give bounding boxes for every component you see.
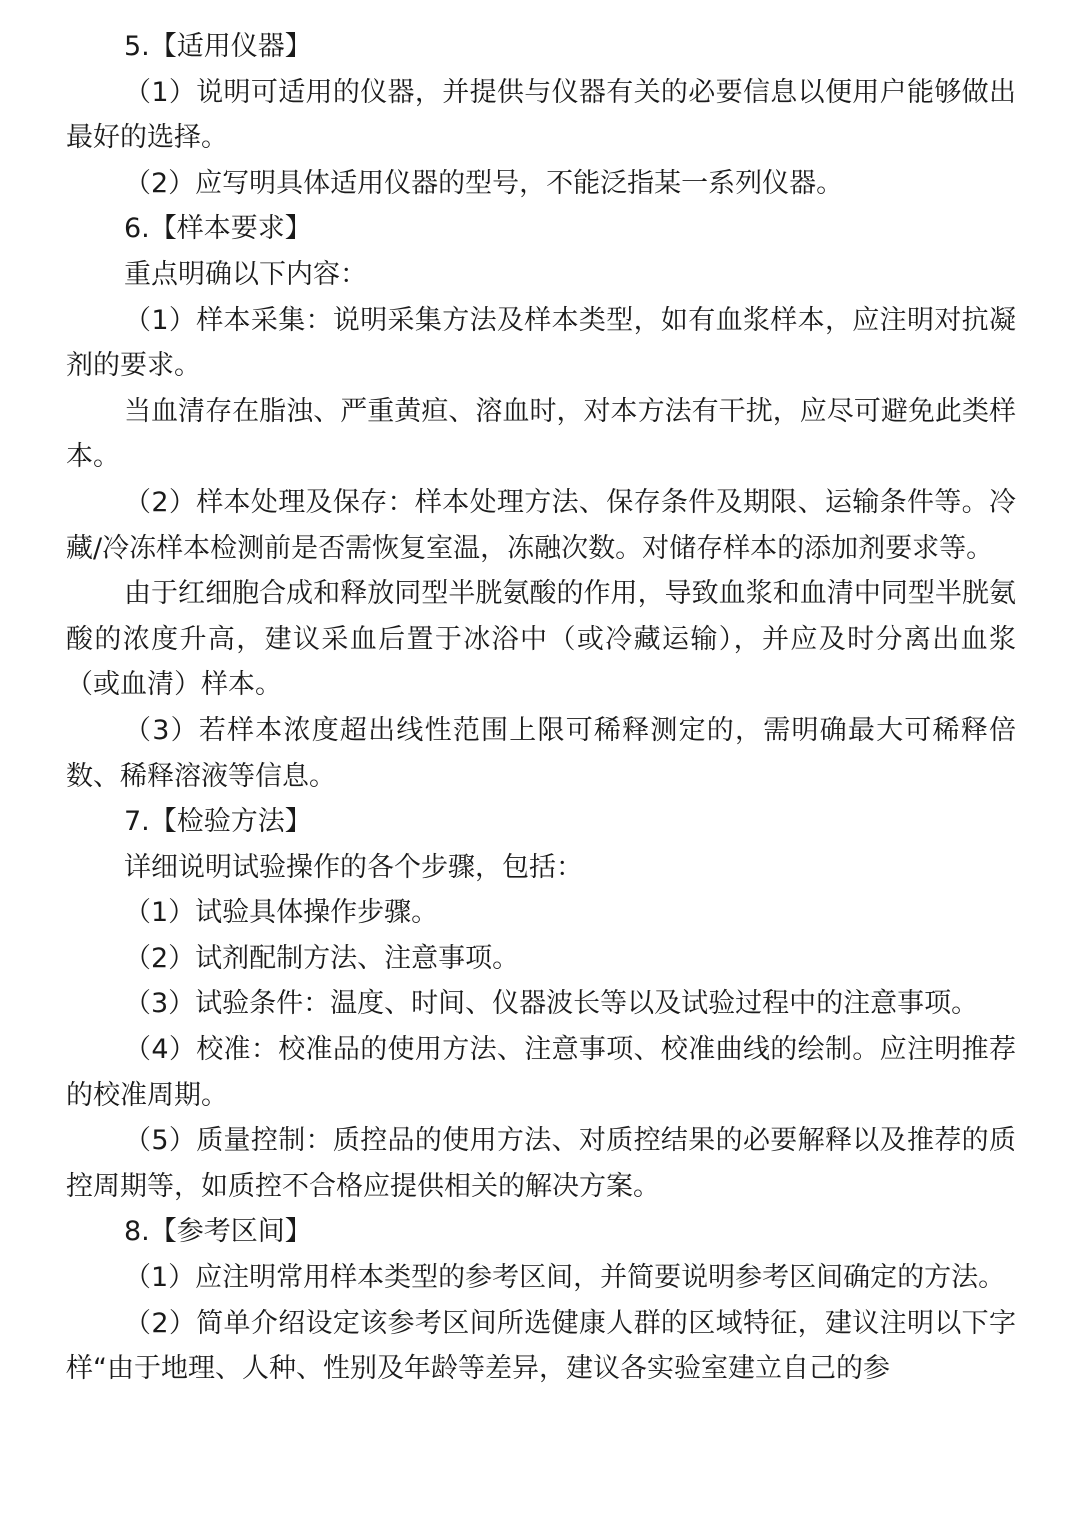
paragraph: （3）试验条件：温度、时间、仪器波长等以及试验过程中的注意事项。 [124,988,979,1020]
paragraph: （2）样本处理及保存：样本处理方法、保存条件及期限、运输条件等。冷藏/冷冻样本检测前是否需恢复室温，冻融次数。对储存样本的添加剂要求等。 [66,486,1016,564]
paragraph: （3）若样本浓度超出线性范围上限可稀释测定的，需明确最大可稀释倍数、稀释溶液等信息。 [66,714,1016,792]
paragraph: 由于红细胞合成和释放同型半胱氨酸的作用，导致血浆和血清中同型半胱氨酸的浓度升高，建议采血后置于冰浴中（或冷藏运输），并应及时分离出血浆（或血清）样本。 [66,578,1016,701]
paragraph: （2）应写明具体适用仪器的型号，不能泛指某一系列仪器。 [124,167,844,199]
paragraph: （5）质量控制：质控品的使用方法、对质控结果的必要解释以及推荐的质控周期等，如质控不合格应提供相关的解决方案。 [66,1125,1016,1202]
paragraph: 当血清存在脂浊、严重黄疸、溶血时，对本方法有干扰，应尽可避免此类样本。 [66,395,1016,473]
paragraph: （1）样本采集：说明采集方法及样本类型，如有血浆样本，应注明对抗凝剂的要求。 [66,304,1016,382]
paragraph: （1）说明可适用的仪器，并提供与仪器有关的必要信息以便用户能够做出最好的选择。 [66,76,1016,154]
paragraph: 重点明确以下内容： [124,258,367,290]
paragraph: （2）简单介绍设定该参考区间所选健康人群的区域特征，建议注明以下字样“由于地理、人种、性别及年龄等差异，建议各实验室建立自己的参 [66,1307,1016,1385]
section-heading-instruments: 5.【适用仪器】 [124,31,312,62]
paragraph: （4）校准：校准品的使用方法、注意事项、校准曲线的绘制。应注明推荐的校准周期。 [66,1034,1016,1111]
paragraph: 详细说明试验操作的各个步骤，包括： [124,851,583,883]
paragraph: （1）试验具体操作步骤。 [124,897,439,929]
paragraph: （2）试剂配制方法、注意事项。 [124,942,520,974]
section-heading-reference-interval: 8.【参考区间】 [124,1216,312,1248]
section-heading-test-method: 7.【检验方法】 [124,806,312,838]
paragraph: （1）应注明常用样本类型的参考区间，并简要说明参考区间确定的方法。 [124,1262,1006,1294]
section-heading-sample-requirements: 6.【样本要求】 [124,213,312,245]
